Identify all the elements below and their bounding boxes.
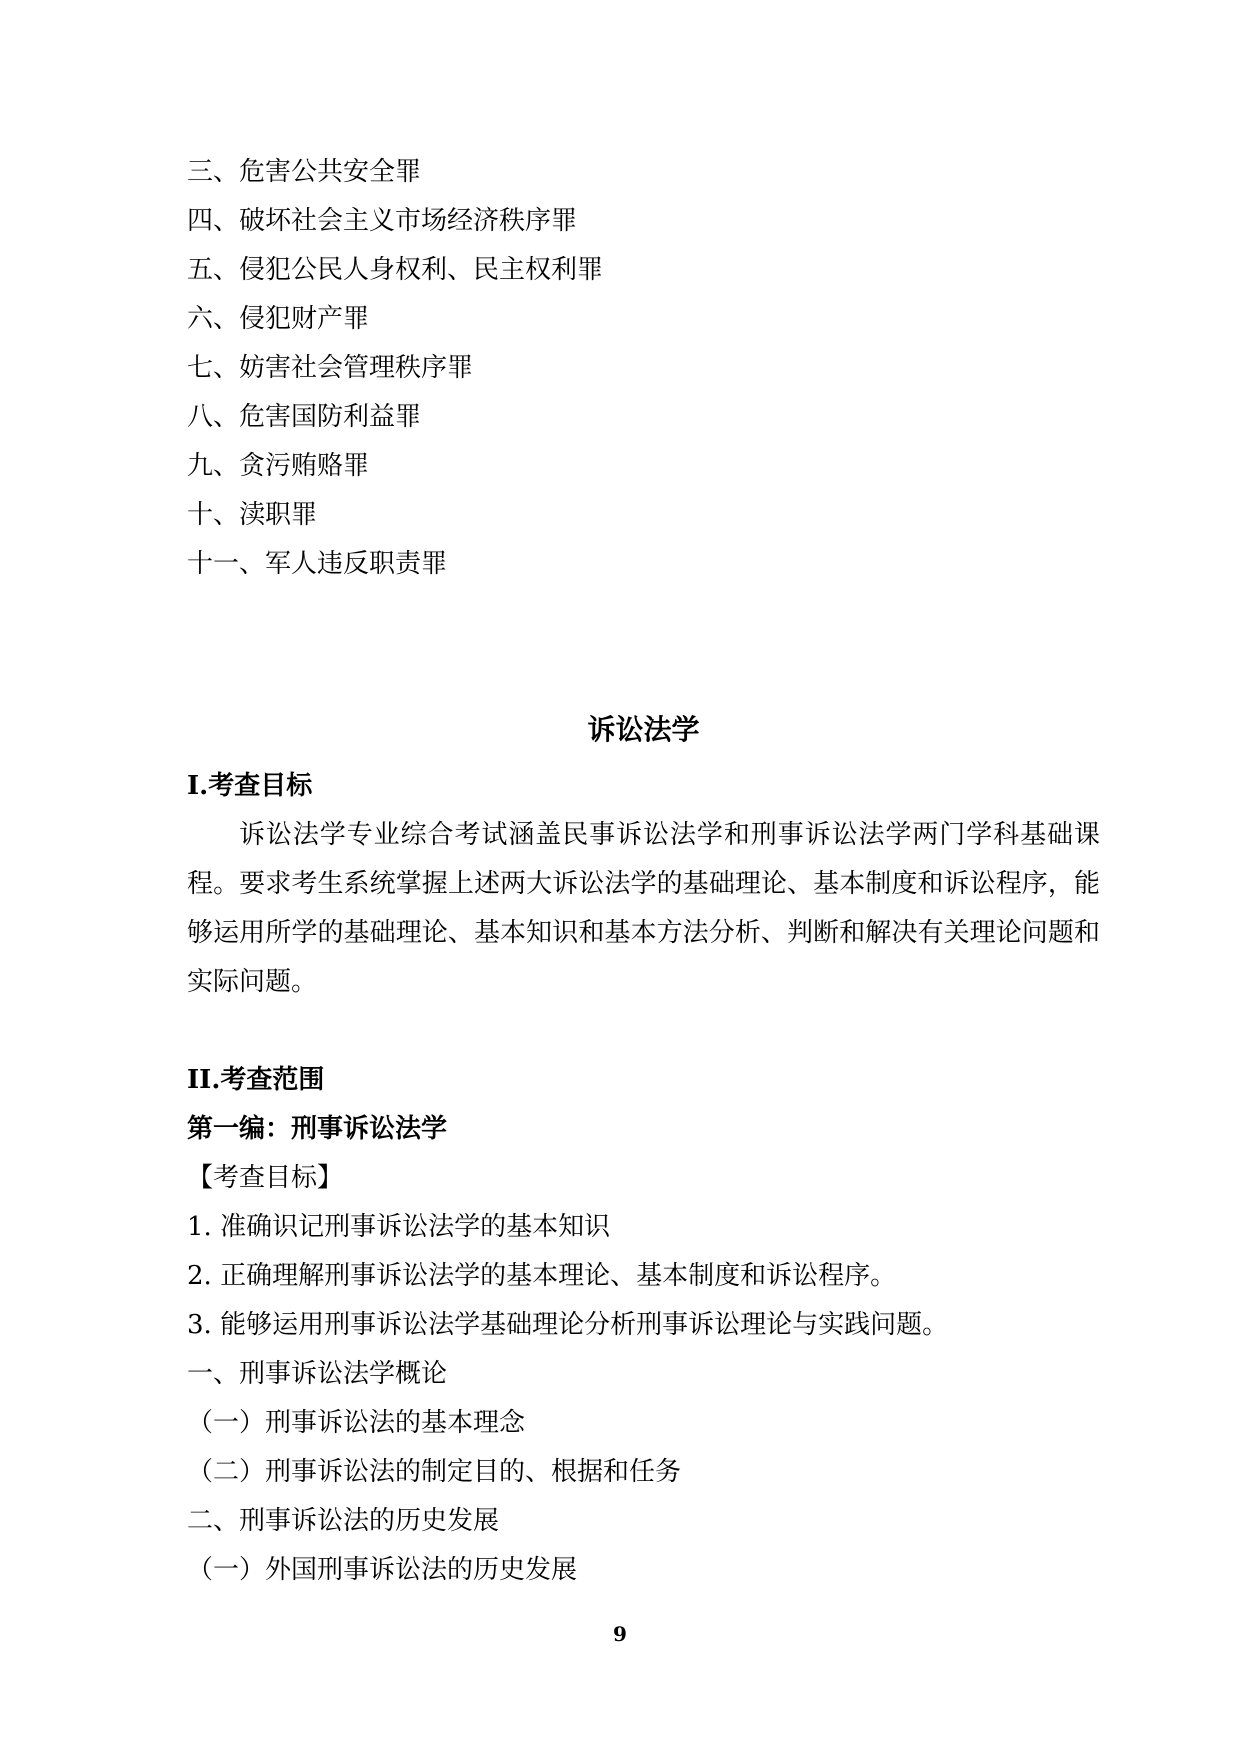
outline-item: 一、刑事诉讼法学概论 [187, 1359, 448, 1389]
list-item: 八、危害国防利益罪 [187, 402, 422, 432]
section-title: 诉讼法学 [587, 713, 700, 746]
paragraph-line: 程。要求考生系统掌握上述两大诉讼法学的基础理论、基本制度和诉讼程序，能 [187, 869, 1100, 899]
page-number: 9 [613, 1622, 627, 1646]
outline-item: （一）外国刑事诉讼法的历史发展 [187, 1555, 578, 1585]
list-item: 三、危害公共安全罪 [187, 157, 422, 187]
list-item: 四、破坏社会主义市场经济秩序罪 [187, 206, 578, 236]
list-item: 十一、军人违反职责罪 [187, 549, 448, 579]
outline-item: 3. 能够运用刑事诉讼法学基础理论分析刑事诉讼理论与实践问题。 [187, 1310, 949, 1340]
list-item: 九、贪污贿赂罪 [187, 451, 370, 481]
criminal-law-chapter-list [187, 148, 1100, 589]
list-item: 七、妨害社会管理秩序罪 [187, 353, 474, 383]
bracket-objectives-heading: 【考查目标】 [187, 1163, 344, 1193]
exam-scope-outline [187, 1203, 1100, 1595]
exam-objectives-paragraph [187, 811, 1100, 1007]
part-one-heading: 第一编：刑事诉讼法学 [187, 1114, 448, 1144]
outline-item: 2. 正确理解刑事诉讼法学的基本理论、基本制度和诉讼程序。 [187, 1261, 897, 1291]
paragraph-line: 够运用所学的基础理论、基本知识和基本方法分析、判断和解决有关理论问题和 [187, 918, 1100, 948]
outline-item: （一）刑事诉讼法的基本理念 [187, 1408, 526, 1438]
paragraph-line: 实际问题。 [187, 967, 318, 997]
document-body [187, 0, 1100, 1595]
outline-item: 1. 准确识记刑事诉讼法学的基本知识 [187, 1212, 611, 1242]
paragraph-line: 诉讼法学专业综合考试涵盖民事诉讼法学和刑事诉讼法学两门学科基础课 [239, 820, 1100, 850]
list-item: 六、侵犯财产罪 [187, 304, 370, 334]
list-item: 五、侵犯公民人身权利、民主权利罪 [187, 255, 604, 285]
list-item: 十、渎职罪 [187, 500, 318, 530]
exam-scope-heading: II.考查范围 [187, 1065, 325, 1095]
outline-item: 二、刑事诉讼法的历史发展 [187, 1506, 500, 1536]
exam-objectives-heading: I.考查目标 [187, 771, 313, 801]
outline-item: （二）刑事诉讼法的制定目的、根据和任务 [187, 1457, 682, 1487]
